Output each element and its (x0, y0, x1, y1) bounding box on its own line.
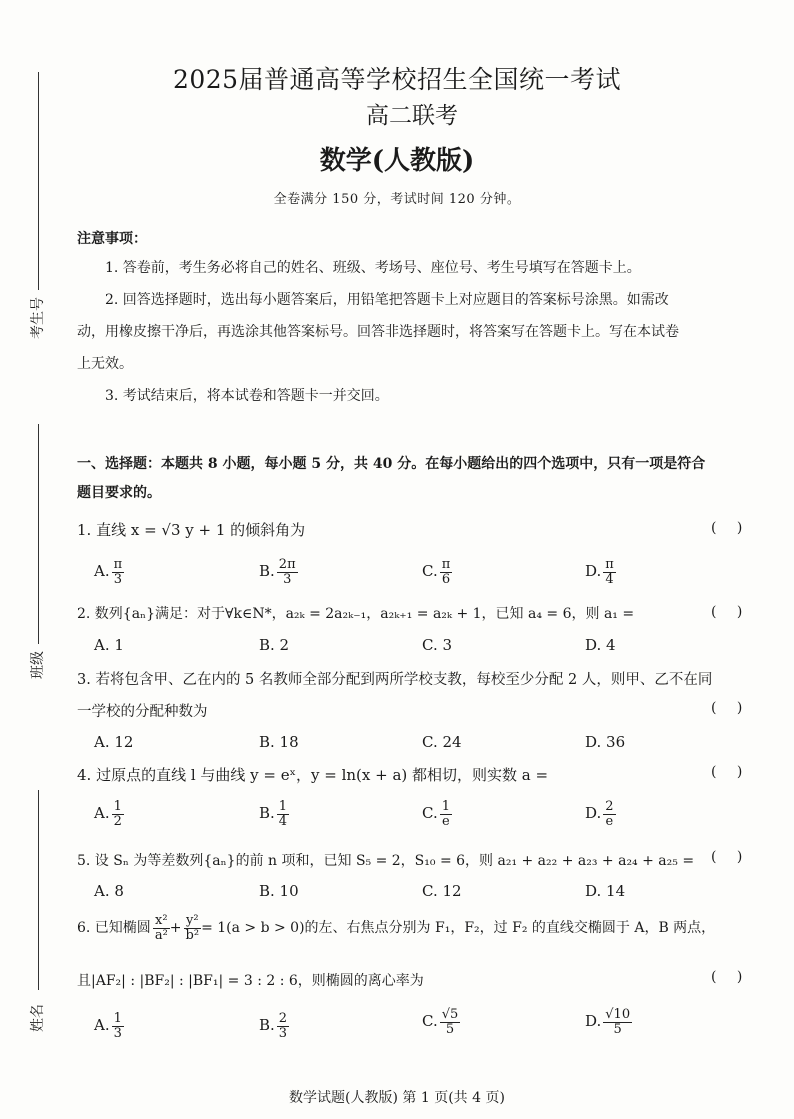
q3-option-a: A. 12 (94, 733, 134, 751)
q1-option-b: B. $\frac{2\pi}{3}$ (259, 557, 296, 587)
section-line-2: 题目要求的。 (77, 485, 161, 501)
q2-option-d: D. 4 (585, 636, 616, 654)
full-marks-note: 全卷满分 150 分，考试时间 120 分钟。 (273, 192, 521, 207)
q4-option-c: C. $\frac{1}{e}$ (422, 799, 450, 829)
q6-option-b: B. $\frac{2}{3}$ (259, 1011, 288, 1041)
q5-answer-paren: ( ) (711, 849, 743, 865)
q5-option-a: A. 8 (94, 882, 124, 900)
q1-option-a: A. $\frac{\pi}{3}$ (94, 557, 123, 587)
q6-answer-paren: ( ) (711, 969, 743, 985)
class-line (38, 424, 39, 644)
q5-option-b: B. 10 (259, 882, 299, 900)
q3-answer-paren: ( ) (711, 700, 743, 716)
q6-stem-line-2: 且|AF₂| : |BF₂| : |BF₁| = 3 : 2 : 6，则椭圆的离心率为 (77, 973, 424, 989)
subject-title: 数学(人教版) (319, 146, 475, 176)
exam-title: 2025届普通高等学校招生全国统一考试 (172, 65, 622, 94)
q1-answer-paren: ( ) (711, 520, 743, 536)
class-label: 班级 (30, 651, 46, 679)
notice-item-1: 1. 答卷前，考生务必将自己的姓名、班级、考场号、座位号、考生号填写在答题卡上。 (105, 260, 641, 276)
name-line (38, 790, 39, 990)
q6-option-c: C. $\frac{√5}{5}$ (422, 1007, 459, 1037)
q5-stem: 5. 设 Sₙ 为等差数列{aₙ}的前 n 项和，已知 S₅ = 2，S₁₀ = 6，则 a₂₁ + a₂₂ + a₂₃ + a₂₄ + a₂₅ = (77, 853, 695, 869)
q6-option-d: D. $\frac{√10}{5}$ (585, 1007, 631, 1037)
q3-stem-line-1: 3. 若将包含甲、乙在内的 5 名教师全部分配到两所学校支教，每校至少分配 2 人，则甲、乙不在同 (77, 672, 713, 688)
q5-option-d: D. 14 (585, 882, 626, 900)
notice-body (77, 254, 757, 410)
notice-item-2b: 动，用橡皮擦干净后，再选涂其他答案标号。回答非选择题时，将答案写在答题卡上。写在本试卷 (77, 324, 679, 340)
q1-option-c: C. $\frac{\pi}{6}$ (422, 557, 451, 587)
notice-title: 注意事项： (77, 231, 147, 247)
q6-option-a: A. $\frac{1}{3}$ (94, 1011, 122, 1041)
q1-stem: 1. 直线 x = √3 y + 1 的倾斜角为 (77, 521, 306, 539)
q3-stem-line-2: 一学校的分配种数为 (77, 704, 208, 720)
page-footer: 数学试题(人教版) 第 1 页(共 4 页) (289, 1090, 505, 1106)
q4-option-d: D. $\frac{2}{e}$ (585, 799, 614, 829)
q4-option-b: B. $\frac{1}{4}$ (259, 799, 288, 829)
notice-item-2a: 2. 回答选择题时，选出每小题答案后，用铅笔把答题卡上对应题目的答案标号涂黑。如需改 (105, 292, 669, 308)
notice-item-2c: 上无效。 (77, 356, 133, 372)
q2-option-c: C. 3 (422, 636, 453, 654)
exam-subtitle: 高二联考 (366, 103, 458, 129)
q1-option-d: D. $\frac{\pi}{4}$ (585, 557, 614, 587)
section-heading (77, 450, 757, 508)
section-line-1: 一、选择题：本题共 8 小题，每小题 5 分，共 40 分。在每小题给出的四个选项中，只有一项是符合 (77, 456, 706, 472)
exam-no-label: 考生号 (30, 297, 46, 339)
q2-answer-paren: ( ) (711, 604, 743, 620)
q4-answer-paren: ( ) (711, 764, 743, 780)
q3-option-d: D. 36 (585, 733, 626, 751)
notice-item-3: 3. 考试结束后，将本试卷和答题卡一并交回。 (105, 388, 389, 404)
q4-stem: 4. 过原点的直线 l 与曲线 y = eˣ，y = ln(x + a) 都相切，则实数 a = (77, 766, 549, 784)
q3-option-b: B. 18 (259, 733, 299, 751)
q5-option-c: C. 12 (422, 882, 462, 900)
q3-option-c: C. 24 (422, 733, 462, 751)
q2-option-b: B. 2 (259, 636, 290, 654)
q2-stem: 2. 数列{aₙ}满足：对于∀k∈N*，a₂ₖ = 2a₂ₖ₋₁，a₂ₖ₊₁ = a₂ₖ + 1，已知 a₄ = 6，则 a₁ = (77, 606, 635, 622)
q4-option-a: A. $\frac{1}{2}$ (94, 799, 122, 829)
q2-option-a: A. 1 (94, 636, 124, 654)
q6-stem-line-1: 6. 已知椭圆 $\frac{\text{x²}}{\text{a²}}$ + $\frac{\text{y²}}{\text{b²}}$ = 1(a > b > 0)的左、右焦点分别为 F₁，F₂，过 F₂ 的直线交椭圆于 A，B 两点， (77, 913, 716, 943)
name-label: 姓名 (30, 1004, 46, 1032)
